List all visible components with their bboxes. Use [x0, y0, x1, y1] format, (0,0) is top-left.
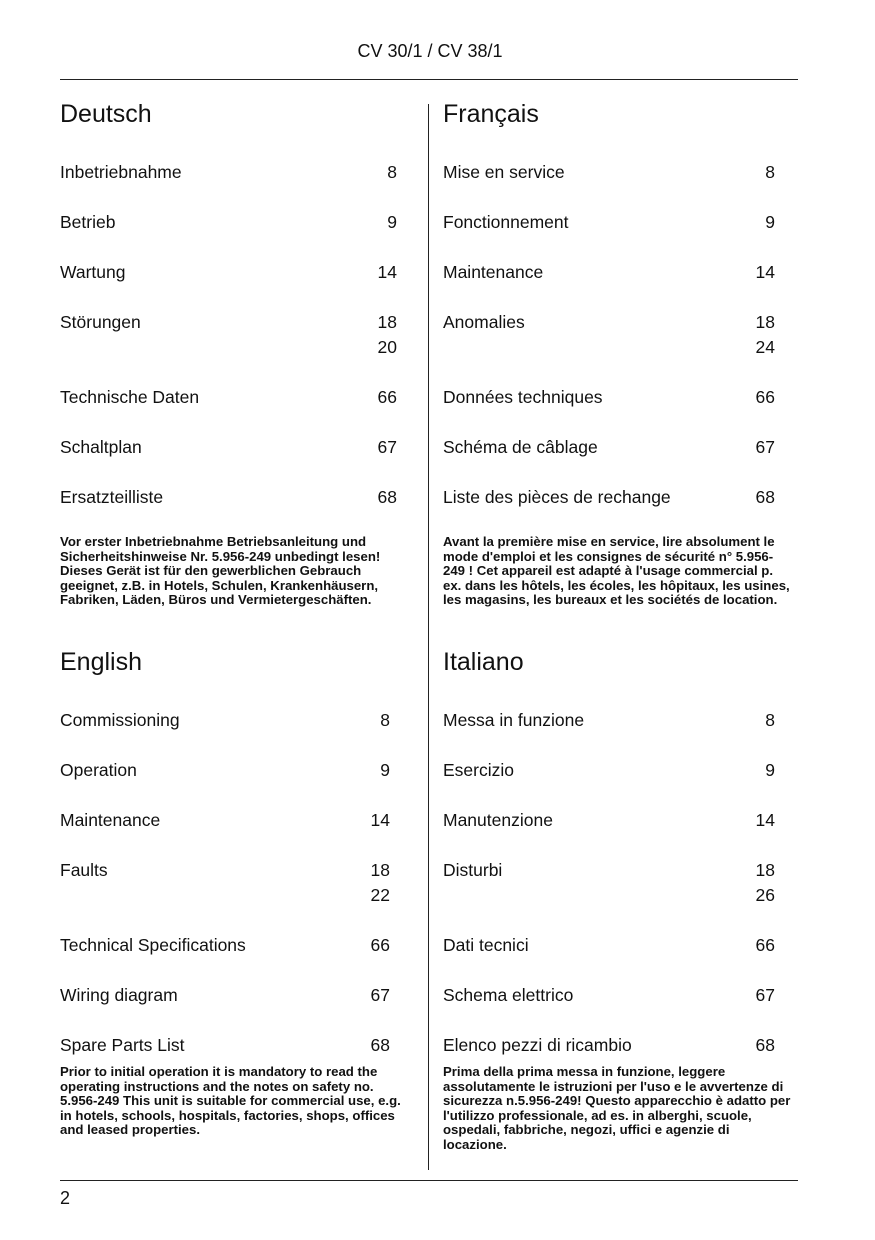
page-reference: 66 — [755, 935, 775, 955]
page-reference: 66 — [377, 387, 397, 407]
toc-entry-label: Faults — [60, 860, 108, 880]
toc-entry — [60, 385, 397, 410]
toc-entry-pages — [378, 385, 397, 410]
page-reference: 18 — [755, 860, 775, 880]
toc-entry — [443, 310, 775, 360]
column-divider — [428, 104, 429, 1170]
toc-entry — [443, 1033, 775, 1058]
toc-entry — [443, 260, 775, 285]
toc-entry — [443, 858, 775, 908]
toc-entry-label: Mise en service — [443, 162, 565, 182]
toc-entry-label: Esercizio — [443, 760, 514, 780]
toc-list — [443, 708, 775, 1058]
toc-entry-pages — [380, 758, 390, 783]
toc-entry-pages — [371, 1033, 390, 1058]
toc-entry-pages — [756, 485, 775, 510]
toc-entry-label: Betrieb — [60, 212, 116, 232]
page-reference: 14 — [755, 810, 775, 830]
toc-entry-pages — [765, 708, 775, 733]
toc-entry — [443, 808, 775, 833]
top-divider — [60, 79, 798, 80]
toc-entry-pages — [765, 758, 775, 783]
toc-entry-pages — [756, 435, 775, 460]
section-francais — [443, 100, 790, 608]
toc-entry-label: Dati tecnici — [443, 935, 529, 955]
toc-entry — [443, 485, 775, 510]
toc-entry-pages — [387, 210, 397, 235]
page-reference: 67 — [755, 985, 775, 1005]
toc-entry-label: Schema elettrico — [443, 985, 574, 1005]
page-reference: 66 — [755, 387, 775, 407]
section-deutsch — [60, 100, 400, 608]
toc-entry-label: Maintenance — [60, 810, 161, 830]
safety-note: Prima della prima messa in funzione, leggere assolutamente le istruzioni per l'uso e le avvertenze di sicurezza n.5.956-249! Questo apparecchio è adatto per l'utilizzo professionale, ad es. in alberghi, scuole, ospedali, fabbriche, negozi, uffici e agenzie di locazione. — [443, 1064, 791, 1152]
page-reference: 68 — [755, 487, 775, 507]
toc-entry-label: Inbetriebnahme — [60, 162, 182, 182]
toc-entry-pages — [756, 933, 775, 958]
toc-entry — [443, 210, 775, 235]
toc-entry-pages — [371, 983, 390, 1008]
toc-entry-pages — [765, 160, 775, 185]
safety-note: Vor erster Inbetriebnahme Betriebsanleitung und Sicherheitshinweise Nr. 5.956-249 unbedingt lesen! Dieses Gerät ist für den gewerblichen Gebrauch geeignet, z.B. in Hotels, Schulen, Krankenhäusern, Fabriken, Läden, Büros und Vermietergeschäften. — [60, 534, 381, 608]
page-reference: 68 — [377, 487, 397, 507]
toc-entry-label: Commissioning — [60, 710, 180, 730]
section-heading: Italiano — [443, 648, 524, 676]
document-title: CV 30/1 / CV 38/1 — [357, 41, 503, 61]
section-heading: Deutsch — [60, 100, 152, 128]
toc-entry-pages — [371, 808, 390, 833]
toc-entry-pages — [756, 1033, 775, 1058]
toc-entry — [443, 708, 775, 733]
toc-entry — [60, 808, 390, 833]
page-reference: 68 — [370, 1035, 390, 1055]
toc-entry-label: Spare Parts List — [60, 1035, 185, 1055]
toc-entry-pages — [756, 385, 775, 410]
page-reference: 14 — [370, 810, 390, 830]
toc-entry — [443, 933, 775, 958]
page-reference: 67 — [377, 437, 397, 457]
toc-entry-label: Données techniques — [443, 387, 603, 407]
page-reference: 66 — [370, 935, 390, 955]
toc-entry — [60, 708, 390, 733]
page-reference: 18 — [755, 312, 775, 332]
safety-note: Avant la première mise en service, lire absolument le mode d'emploi et les consignes de sécurité n° 5.956-249 ! Cet appareil est adapté à l'usage commercial p. ex. dans les hôtels, les écoles, les hôpitaux, les usines, les magasins, les bureaux et les sociétés de location. — [443, 534, 790, 608]
toc-entry — [443, 435, 775, 460]
toc-entry-pages — [378, 310, 397, 360]
toc-entry-label: Disturbi — [443, 860, 503, 880]
toc-entry — [60, 435, 397, 460]
safety-note: Prior to initial operation it is mandatory to read the operating instructions and the notes on safety no. 5.956-249 This unit is suitable for commercial use, e.g. in hotels, schools, hospitals, factories, shops, offices and leased properties. — [60, 1064, 401, 1138]
section-heading: Français — [443, 100, 539, 128]
toc-entry-label: Elenco pezzi di ricambio — [443, 1035, 632, 1055]
toc-entry — [60, 858, 390, 908]
page-reference: 14 — [755, 262, 775, 282]
toc-entry-pages — [756, 858, 775, 908]
page-reference: 22 — [370, 885, 390, 905]
toc-entry-label: Messa in funzione — [443, 710, 585, 730]
page-reference: 8 — [765, 162, 775, 182]
toc-entry-label: Wartung — [60, 262, 126, 282]
page-reference: 8 — [380, 710, 390, 730]
toc-entry-pages — [756, 260, 775, 285]
toc-entry — [60, 210, 397, 235]
page-number: 2 — [60, 1188, 71, 1208]
page-reference: 9 — [380, 760, 390, 780]
toc-entry-label: Wiring diagram — [60, 985, 178, 1005]
page-reference: 18 — [370, 860, 390, 880]
toc-entry — [60, 983, 390, 1008]
toc-entry-label: Störungen — [60, 312, 141, 332]
page-reference: 20 — [377, 337, 397, 357]
toc-entry-label: Operation — [60, 760, 137, 780]
toc-entry — [60, 1033, 390, 1058]
bottom-divider — [60, 1180, 798, 1181]
toc-entry-label: Schéma de câblage — [443, 437, 598, 457]
toc-entry-label: Ersatzteilliste — [60, 487, 164, 507]
toc-entry-pages — [378, 260, 397, 285]
toc-entry-pages — [378, 435, 397, 460]
page-reference: 9 — [387, 212, 397, 232]
toc-entry-pages — [756, 808, 775, 833]
toc-entry-label: Liste des pièces de rechange — [443, 487, 671, 507]
toc-entry-pages — [387, 160, 397, 185]
toc-entry-pages — [378, 485, 397, 510]
toc-entry-label: Technical Specifications — [60, 935, 246, 955]
toc-list — [60, 708, 390, 1058]
toc-entry — [60, 310, 397, 360]
page-reference: 8 — [387, 162, 397, 182]
page-reference: 68 — [755, 1035, 775, 1055]
toc-list — [60, 160, 397, 510]
toc-entry-pages — [765, 210, 775, 235]
toc-entry-label: Manutenzione — [443, 810, 553, 830]
toc-entry — [443, 983, 775, 1008]
page-reference: 8 — [765, 710, 775, 730]
section-heading: English — [60, 648, 142, 676]
toc-entry — [60, 485, 397, 510]
toc-entry-pages — [371, 933, 390, 958]
toc-entry — [60, 933, 390, 958]
page-reference: 14 — [377, 262, 397, 282]
toc-list — [443, 160, 775, 510]
toc-entry — [443, 160, 775, 185]
page-reference: 67 — [370, 985, 390, 1005]
page-reference: 67 — [755, 437, 775, 457]
toc-entry — [60, 260, 397, 285]
toc-entry-pages — [756, 983, 775, 1008]
toc-entry — [443, 758, 775, 783]
toc-entry — [60, 758, 390, 783]
section-english — [60, 648, 401, 1138]
toc-entry-pages — [371, 858, 390, 908]
page-reference: 24 — [755, 337, 775, 357]
page-reference: 18 — [377, 312, 397, 332]
toc-entry-pages — [380, 708, 390, 733]
toc-entry-label: Anomalies — [443, 312, 525, 332]
section-italiano — [443, 648, 791, 1153]
page-reference: 9 — [765, 212, 775, 232]
toc-entry-pages — [756, 310, 775, 360]
toc-entry-label: Fonctionnement — [443, 212, 569, 232]
page-reference: 26 — [755, 885, 775, 905]
toc-entry — [443, 385, 775, 410]
toc-entry-label: Schaltplan — [60, 437, 142, 457]
toc-entry-label: Technische Daten — [60, 387, 200, 407]
page-reference: 9 — [765, 760, 775, 780]
toc-entry-label: Maintenance — [443, 262, 544, 282]
toc-entry — [60, 160, 397, 185]
